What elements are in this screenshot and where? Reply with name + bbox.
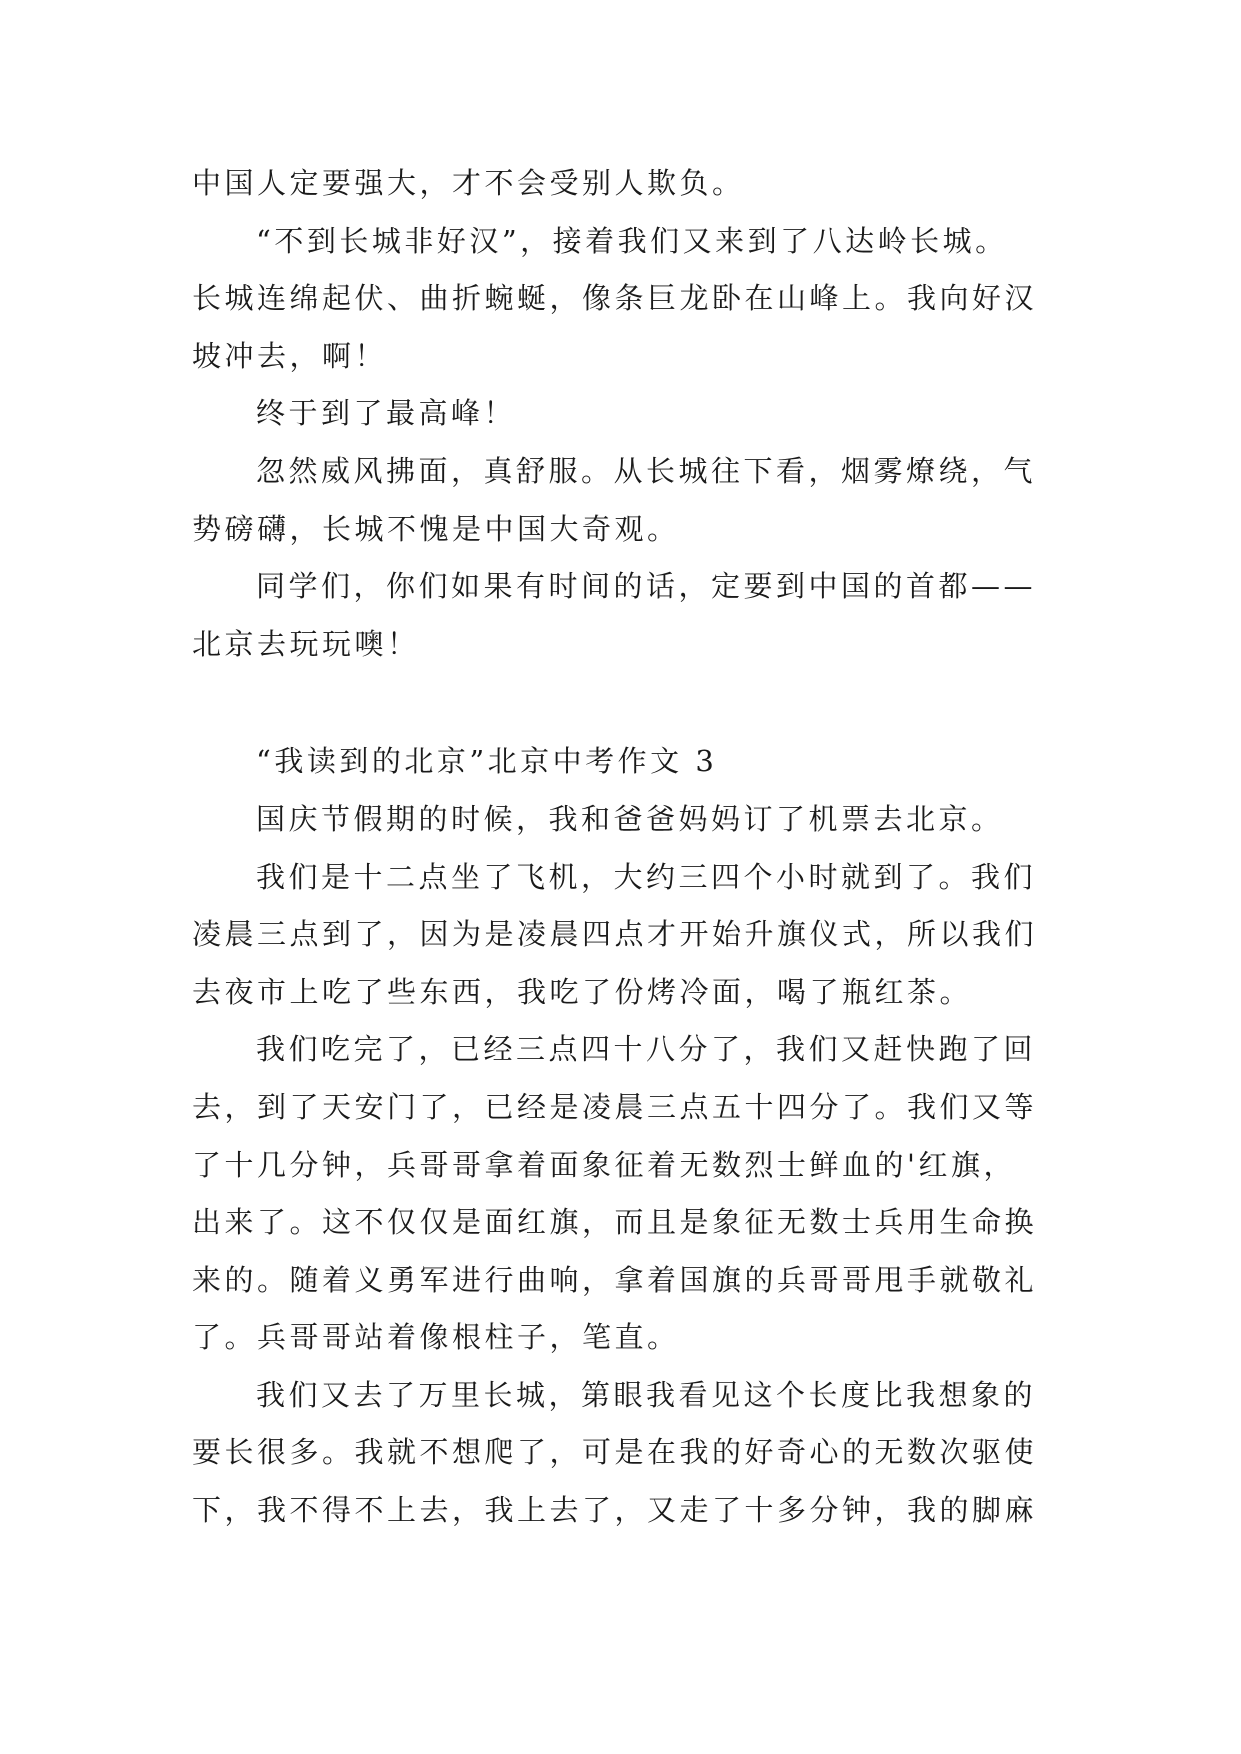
text-line: 凌晨三点到了，因为是凌晨四点才开始升旗仪式，所以我们 — [192, 917, 1038, 952]
text-line: 出来了。这不仅仅是面红旗，而且是象征无数士兵用生命换 — [192, 1205, 1038, 1240]
text-line: 去夜市上吃了些东西，我吃了份烤冷面，喝了瓶红茶。 — [192, 974, 973, 1009]
text-line: 了十几分钟，兵哥哥拿着面象征着无数烈士鲜血的'红旗， — [192, 1147, 1016, 1182]
text-line: 去，到了天安门了，已经是凌晨三点五十四分了。我们又等 — [192, 1089, 1038, 1124]
text-line: 北京去玩玩噢！ — [192, 626, 420, 661]
text-line: 我们是十二点坐了飞机，大约三四个小时就到了。我们 — [256, 859, 1037, 894]
text-line: 忽然威风拂面，真舒服。从长城往下看，烟雾燎绕，气 — [256, 453, 1037, 488]
section-gap — [192, 673, 1054, 733]
text-line: 中国人定要强大，才不会受别人欺负。 — [192, 166, 745, 200]
document-page — [192, 155, 1054, 1540]
text-line: 我们吃完了，已经三点四十八分了，我们又赶快跑了回 — [256, 1032, 1037, 1067]
text-line: 长城连绵起伏、曲折蜿蜒，像条巨龙卧在山峰上。我向好汉 — [192, 281, 1038, 316]
text-line: 势磅礴，长城不愧是中国大奇观。 — [192, 511, 680, 546]
text-line: 我们又去了万里长城，第眼我看见这个长度比我想象的 — [256, 1377, 1037, 1412]
text-line: 终于到了最高峰！ — [256, 396, 517, 431]
text-line: 坡冲去，啊！ — [192, 338, 388, 373]
text-line: 同学们，你们如果有时间的话，定要到中国的首都—— — [256, 569, 1037, 604]
text-line: 要长很多。我就不想爬了，可是在我的好奇心的无数次驱使 — [192, 1435, 1038, 1470]
text-line: 国庆节假期的时候，我和爸爸妈妈订了机票去北京。 — [256, 801, 1004, 836]
text-line: “不到长城非好汉”，接着我们又来到了八达岭长城。 — [256, 223, 1008, 258]
text-line: 下，我不得不上去，我上去了，又走了十多分钟，我的脚麻 — [192, 1493, 1038, 1528]
section-heading: “我读到的北京”北京中考作文 3 — [256, 744, 718, 779]
text-line: 了。兵哥哥站着像根柱子，笔直。 — [192, 1320, 680, 1355]
text-line: 来的。随着义勇军进行曲响，拿着国旗的兵哥哥甩手就敬礼 — [192, 1262, 1038, 1297]
